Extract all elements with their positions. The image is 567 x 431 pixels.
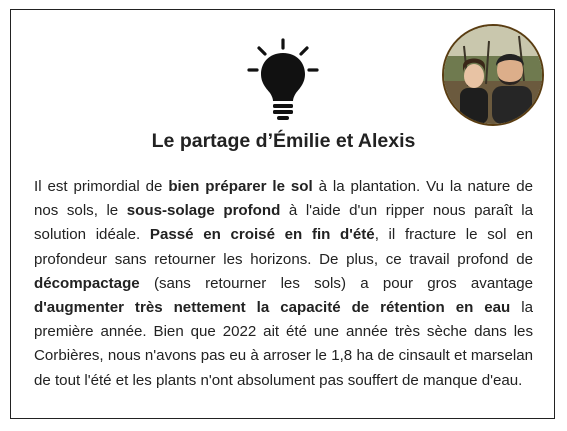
text-segment: la première année. Bien que 2022 ait été une année très sèche dans les Corbières, nous n'avons pas eu à arroser le 1,8 ha de cinsault et marselan de tout l'été et les plants n'ont absolument pas souffert de manque d'eau.	[34, 299, 533, 389]
text-emphasis: d'augmenter très nettement la capacité de rétention en eau	[34, 299, 511, 317]
text-segment: (sans retourner les sols) a pour gros avantage	[139, 274, 533, 292]
text-emphasis: sous-solage profond	[126, 202, 281, 220]
text-segment: Il est primordial de	[34, 178, 169, 195]
testimonial-text	[34, 175, 533, 393]
text-segment: à la plantation. Vu la nature de nos sols, le	[34, 178, 533, 220]
text-emphasis: Passé en croisé en fin d'été	[149, 226, 375, 244]
text-segment: à l'aide d'un ripper nous paraît la solution idéale.	[34, 202, 533, 244]
text-emphasis: décompactage	[34, 274, 140, 292]
text-emphasis: bien préparer le sol	[168, 178, 313, 195]
testimonial-title: Le partage d’Émilie et Alexis	[151, 130, 416, 152]
text-segment: , il fracture le sol en profondeur sans retourner les horizons. De plus, ce travail profond de	[34, 226, 533, 268]
lightbulb-icon	[247, 37, 319, 121]
couple-avatar	[442, 24, 544, 126]
